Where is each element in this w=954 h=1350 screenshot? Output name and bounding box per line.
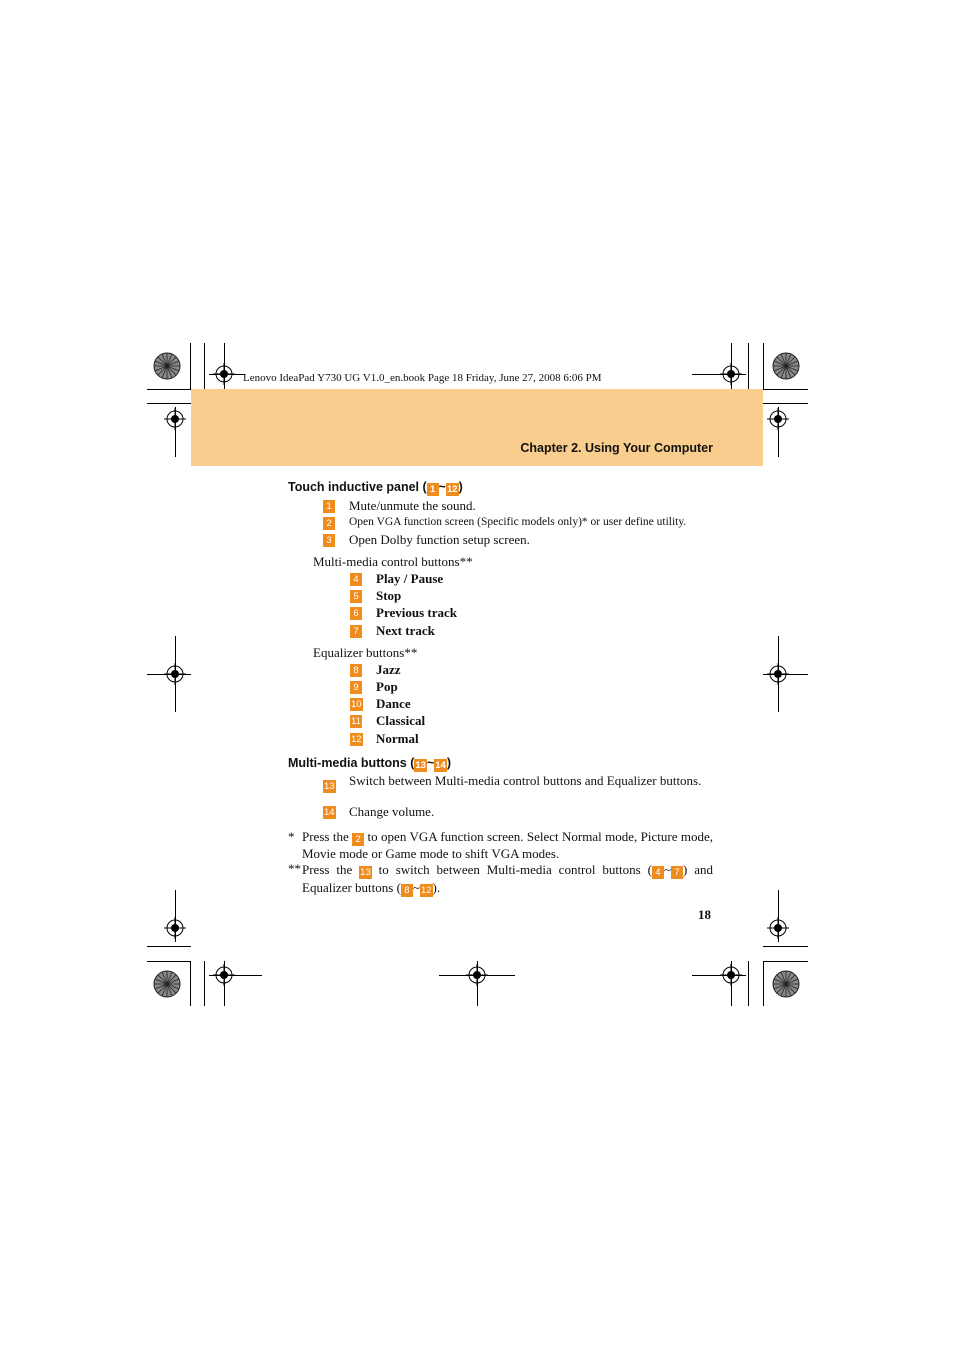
item-text: Next track bbox=[376, 623, 435, 638]
registration-mark-icon bbox=[767, 917, 789, 939]
number-badge: 5 bbox=[350, 590, 362, 603]
section-title-multimedia-buttons: Multi-media buttons (13~14) bbox=[288, 756, 452, 771]
number-badge: 12 bbox=[420, 885, 432, 896]
registration-mark-icon bbox=[767, 663, 789, 685]
number-badge: 1 bbox=[323, 500, 335, 513]
registration-mark-icon bbox=[213, 964, 235, 986]
footnote-1: Press the 2 to open VGA function screen. Select Normal mode, Picture mode, Movie mode or Game mode to shift VGA modes. bbox=[302, 829, 714, 861]
number-badge: 12 bbox=[446, 484, 458, 495]
book-info-line: Lenovo IdeaPad Y730 UG V1.0_en.book Page 18 Friday, June 27, 2008 6:06 PM bbox=[243, 372, 602, 384]
item-text: Switch between Multi-media control buttons and Equalizer buttons. bbox=[349, 773, 702, 788]
number-badge: 7 bbox=[671, 866, 683, 879]
footnote-2: Press the 13 to switch between Multi-media control buttons ( 4 ~ 7 ) and Equalizer buttons ( 8 ~12). bbox=[302, 862, 713, 896]
star-target-icon bbox=[153, 970, 181, 998]
number-badge: 14 bbox=[324, 807, 335, 818]
footnote-marker: ** bbox=[288, 861, 301, 876]
number-badge: 14 bbox=[435, 760, 446, 771]
item-text: Change volume. bbox=[349, 804, 435, 819]
number-badge: 8 bbox=[401, 884, 413, 897]
registration-mark-icon bbox=[720, 363, 742, 385]
number-badge: 4 bbox=[652, 866, 664, 879]
list-item bbox=[323, 775, 336, 793]
equalizer-label: Equalizer buttons** bbox=[313, 645, 418, 660]
number-badge: 13 bbox=[415, 760, 426, 771]
chapter-title: Chapter 2. Using Your Computer bbox=[520, 441, 713, 455]
star-target-icon bbox=[153, 352, 181, 380]
item-text: Previous track bbox=[376, 605, 457, 620]
footnote-marker: * bbox=[288, 829, 295, 844]
registration-mark-icon bbox=[720, 964, 742, 986]
item-text: Pop bbox=[376, 679, 398, 694]
registration-mark-icon bbox=[213, 363, 235, 385]
number-badge: 4 bbox=[350, 573, 362, 586]
number-badge: 11 bbox=[351, 716, 361, 727]
multimedia-control-label: Multi-media control buttons** bbox=[313, 554, 473, 569]
number-badge: 7 bbox=[350, 625, 362, 638]
registration-mark-icon bbox=[466, 964, 488, 986]
number-badge: 8 bbox=[350, 664, 362, 677]
registration-mark-icon bbox=[164, 917, 186, 939]
item-text: Stop bbox=[376, 588, 402, 603]
registration-mark-icon bbox=[767, 408, 789, 430]
item-text: Normal bbox=[376, 731, 419, 746]
section-title-touch-panel: Touch inductive panel ( 1 ~12) bbox=[288, 480, 463, 495]
page-number: 18 bbox=[698, 907, 711, 922]
item-text: Dance bbox=[376, 696, 411, 711]
number-badge: 2 bbox=[352, 833, 364, 846]
number-badge: 13 bbox=[360, 867, 371, 878]
item-text: Open Dolby function setup screen. bbox=[349, 532, 530, 547]
number-badge: 13 bbox=[324, 781, 335, 792]
registration-mark-icon bbox=[164, 663, 186, 685]
star-target-icon bbox=[772, 352, 800, 380]
number-badge: 6 bbox=[350, 607, 362, 620]
item-text: Jazz bbox=[376, 662, 401, 677]
number-badge: 1 bbox=[427, 483, 439, 496]
item-text: Classical bbox=[376, 713, 426, 728]
number-badge: 12 bbox=[351, 734, 362, 745]
item-text: Mute/unmute the sound. bbox=[349, 498, 476, 513]
star-target-icon bbox=[772, 970, 800, 998]
item-text: Open VGA function screen (Specific models only)* or user define utility. bbox=[349, 516, 687, 528]
number-badge: 3 bbox=[323, 534, 335, 547]
number-badge: 9 bbox=[350, 681, 362, 694]
item-text: Play / Pause bbox=[376, 571, 444, 586]
number-badge: 2 bbox=[323, 517, 335, 530]
number-badge: 10 bbox=[351, 699, 362, 710]
registration-mark-icon bbox=[164, 408, 186, 430]
